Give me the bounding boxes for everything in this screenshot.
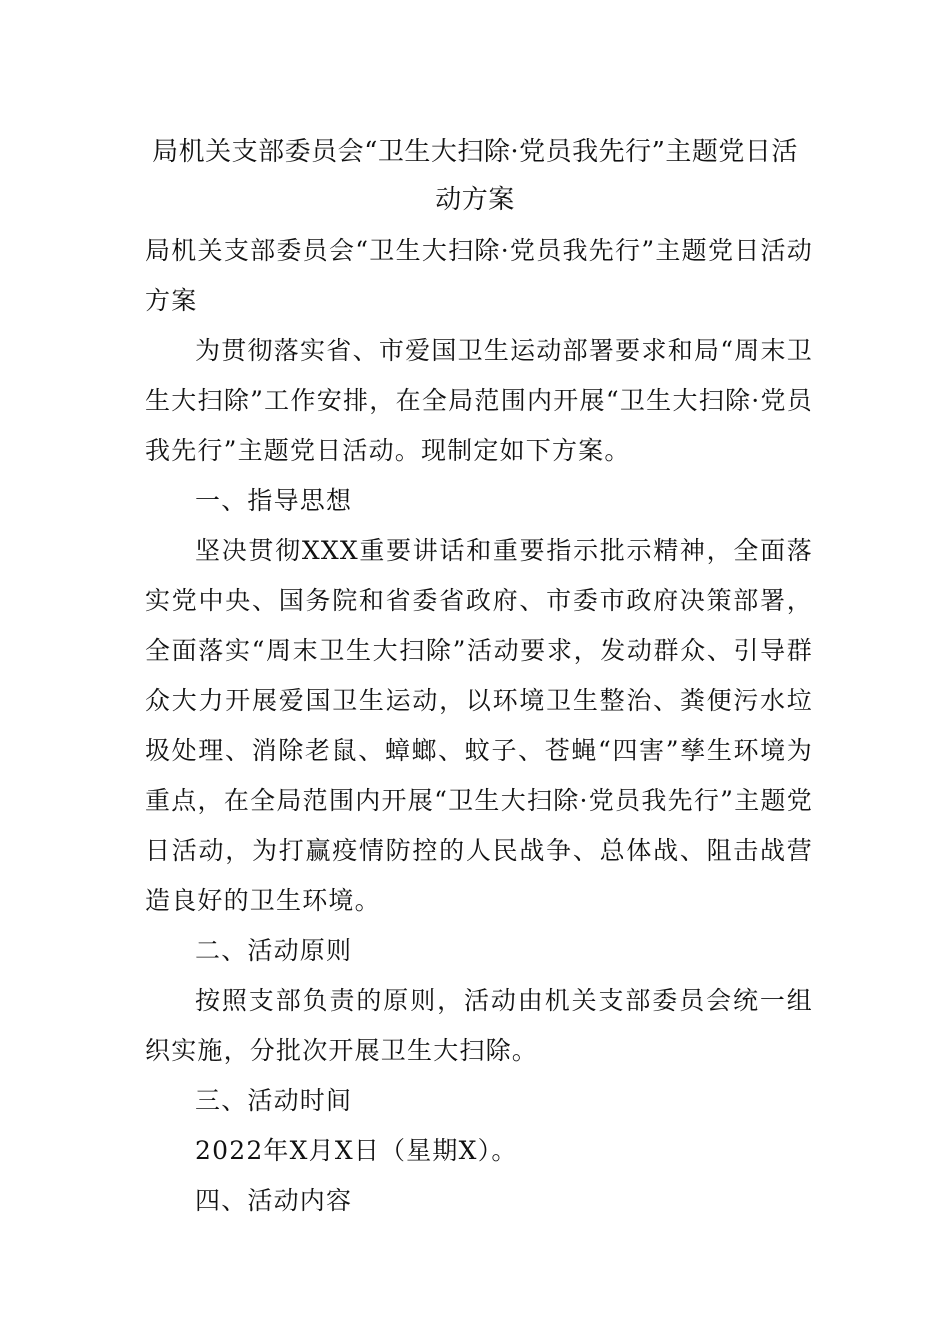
- section-heading-time: 三、活动时间: [195, 1086, 353, 1115]
- guiding-ideology-paragraph: 坚决贯彻XXX重要讲话和重要指示批示精神，全面落实党中央、国务院和省委省政府、市委市政府决策部署，全面落实“周末卫生大扫除”活动要求，发动群众、引导群众大力开展爱国卫生运动，以环境卫生整治、粪便污水垃圾处理、消除老鼠、蟑螂、蚊子、苍蝇“四害”孳生环境为重点，在全局范围内开展“卫生大扫除·党员我先行”主题党日活动，为打赢疫情防控的人民战争、总体战、阻击战营造良好的卫生环境。: [145, 536, 813, 915]
- section-heading-content: 四、活动内容: [195, 1186, 353, 1215]
- repeated-title-paragraph: 局机关支部委员会“卫生大扫除·党员我先行”主题党日活动方案: [145, 236, 813, 315]
- document-body: [145, 226, 813, 1226]
- document-title: 局机关支部委员会“卫生大扫除·党员我先行”主题党日活动方案: [152, 137, 798, 215]
- principles-paragraph: 按照支部负责的原则，活动由机关支部委员会统一组织实施，分批次开展卫生大扫除。: [145, 986, 813, 1065]
- intro-paragraph: 为贯彻落实省、市爱国卫生运动部署要求和局“周末卫生大扫除”工作安排，在全局范围内开展“卫生大扫除·党员我先行”主题党日活动。现制定如下方案。: [145, 336, 813, 465]
- time-paragraph: 2022年X月X日（星期X）。: [195, 1136, 518, 1165]
- section-heading-guiding-ideology: 一、指导思想: [195, 486, 353, 515]
- section-heading-principles: 二、活动原则: [195, 936, 353, 965]
